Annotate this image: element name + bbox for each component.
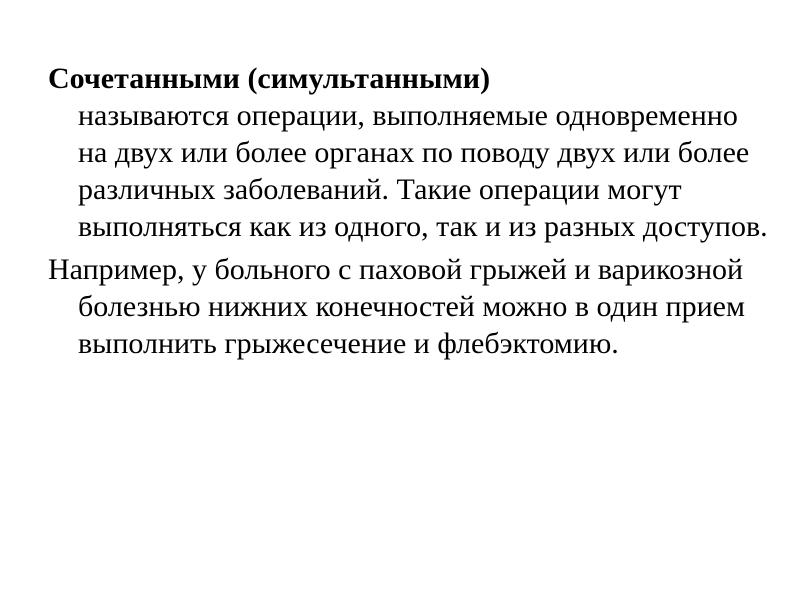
example-paragraph	[48, 251, 768, 362]
definition-paragraph	[48, 60, 768, 245]
defined-term: Сочетанными (симультанными)	[48, 62, 491, 95]
definition-text: называются операции, выполняемые одновременно на двух или более органах по поводу двух или более различных заболеваний. Такие операции могут выполняться как из одного, так и из разных доступов.	[78, 99, 768, 243]
example-text: Например, у больного с паховой грыжей и варикозной болезнью нижних конечностей можно в один прием выполнить грыжесечение и флебэктомию.	[48, 253, 745, 360]
slide-body	[48, 60, 768, 362]
